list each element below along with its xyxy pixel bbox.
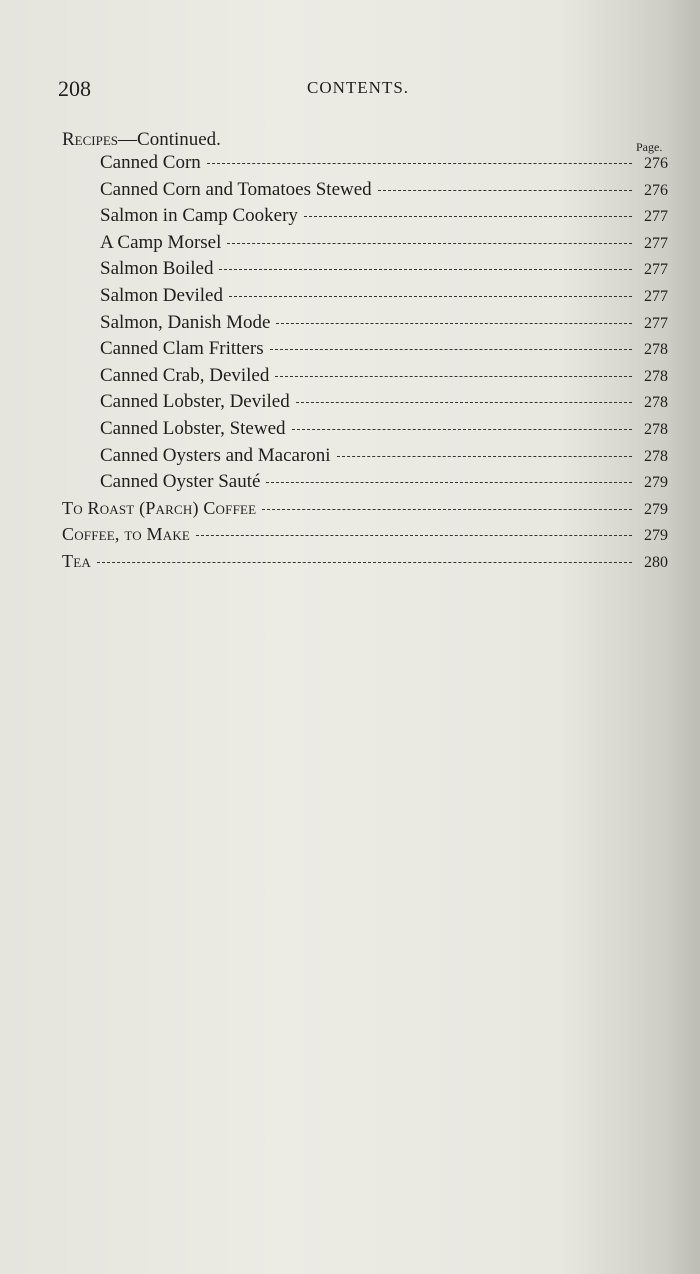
contents-entry — [0, 179, 700, 206]
entry-page-number: 279 — [644, 500, 668, 518]
contents-entry — [0, 445, 700, 472]
entry-page-number: 276 — [644, 155, 668, 172]
dot-leader — [337, 456, 632, 457]
entry-page-number: 277 — [644, 314, 668, 332]
entry-page-number: 278 — [644, 420, 668, 438]
entry-title: Canned Lobster, Stewed — [100, 417, 286, 439]
entry-page-number: 277 — [644, 208, 668, 226]
contents-entry — [0, 152, 700, 179]
entry-title: Canned Corn — [100, 152, 201, 173]
contents-entry — [0, 338, 700, 365]
dot-leader — [296, 402, 632, 403]
entry-page-number: 280 — [644, 553, 668, 571]
contents-entry — [0, 498, 700, 525]
dot-leader — [219, 269, 632, 270]
entry-page-number: 278 — [644, 447, 668, 465]
contents-entry — [0, 551, 700, 578]
dot-leader — [304, 216, 632, 217]
contents-entry — [0, 391, 700, 418]
dot-leader — [227, 243, 632, 244]
entry-title: To Roast (Parch) Coffee — [62, 497, 257, 518]
contents-entry — [0, 365, 700, 392]
section-heading-continued: —Continued. — [118, 129, 221, 150]
dot-leader — [276, 323, 632, 324]
entry-title: Tea — [62, 550, 91, 571]
entry-page-number: 278 — [644, 394, 668, 412]
entry-page-number: 277 — [644, 261, 668, 279]
dot-leader — [196, 535, 632, 536]
entry-title: Canned Lobster, Deviled — [100, 391, 290, 413]
entry-page-number: 277 — [644, 287, 668, 305]
contents-entry — [0, 285, 700, 312]
contents-entry — [0, 418, 700, 445]
entry-title: Canned Oyster Sauté — [100, 471, 261, 493]
entry-page-number: 276 — [644, 181, 668, 199]
dot-leader — [207, 163, 632, 164]
entry-page-number: 278 — [644, 341, 668, 359]
dot-leader — [266, 482, 632, 483]
entry-page-number: 278 — [644, 367, 668, 385]
contents-entry — [0, 471, 700, 498]
page-number: 208 — [58, 76, 91, 101]
contents-entry — [0, 258, 700, 285]
dot-leader — [97, 562, 632, 563]
dot-leader — [275, 376, 632, 377]
entry-title: Canned Oysters and Macaroni — [100, 444, 331, 466]
dot-leader — [270, 349, 632, 350]
entry-title: Canned Corn and Tomatoes Stewed — [100, 178, 372, 200]
dot-leader — [378, 190, 632, 191]
entry-title: Coffee, to Make — [62, 524, 191, 545]
page-column-label: Page. — [636, 140, 663, 154]
entry-page-number: 277 — [644, 234, 668, 252]
entry-title: Salmon Boiled — [100, 258, 214, 280]
entry-title: A Camp Morsel — [100, 231, 222, 253]
running-head: CONTENTS. — [307, 78, 410, 97]
contents-entry — [0, 232, 700, 259]
entry-title: Salmon Deviled — [100, 284, 223, 306]
contents-entry — [0, 524, 700, 551]
entry-title: Salmon in Camp Cookery — [100, 205, 298, 227]
entry-title: Canned Clam Fritters — [100, 338, 264, 360]
entry-title: Salmon, Danish Mode — [100, 311, 271, 333]
entry-title: Canned Crab, Deviled — [100, 364, 270, 386]
section-heading — [62, 129, 221, 151]
contents-entry — [0, 205, 700, 232]
dot-leader — [292, 429, 632, 430]
entry-page-number: 279 — [644, 527, 668, 545]
entry-page-number: 279 — [644, 474, 668, 492]
dot-leader — [262, 509, 632, 510]
section-heading-title: Recipes — [62, 129, 119, 150]
dot-leader — [229, 296, 632, 297]
contents-entry — [0, 312, 700, 339]
contents-list — [0, 152, 700, 578]
